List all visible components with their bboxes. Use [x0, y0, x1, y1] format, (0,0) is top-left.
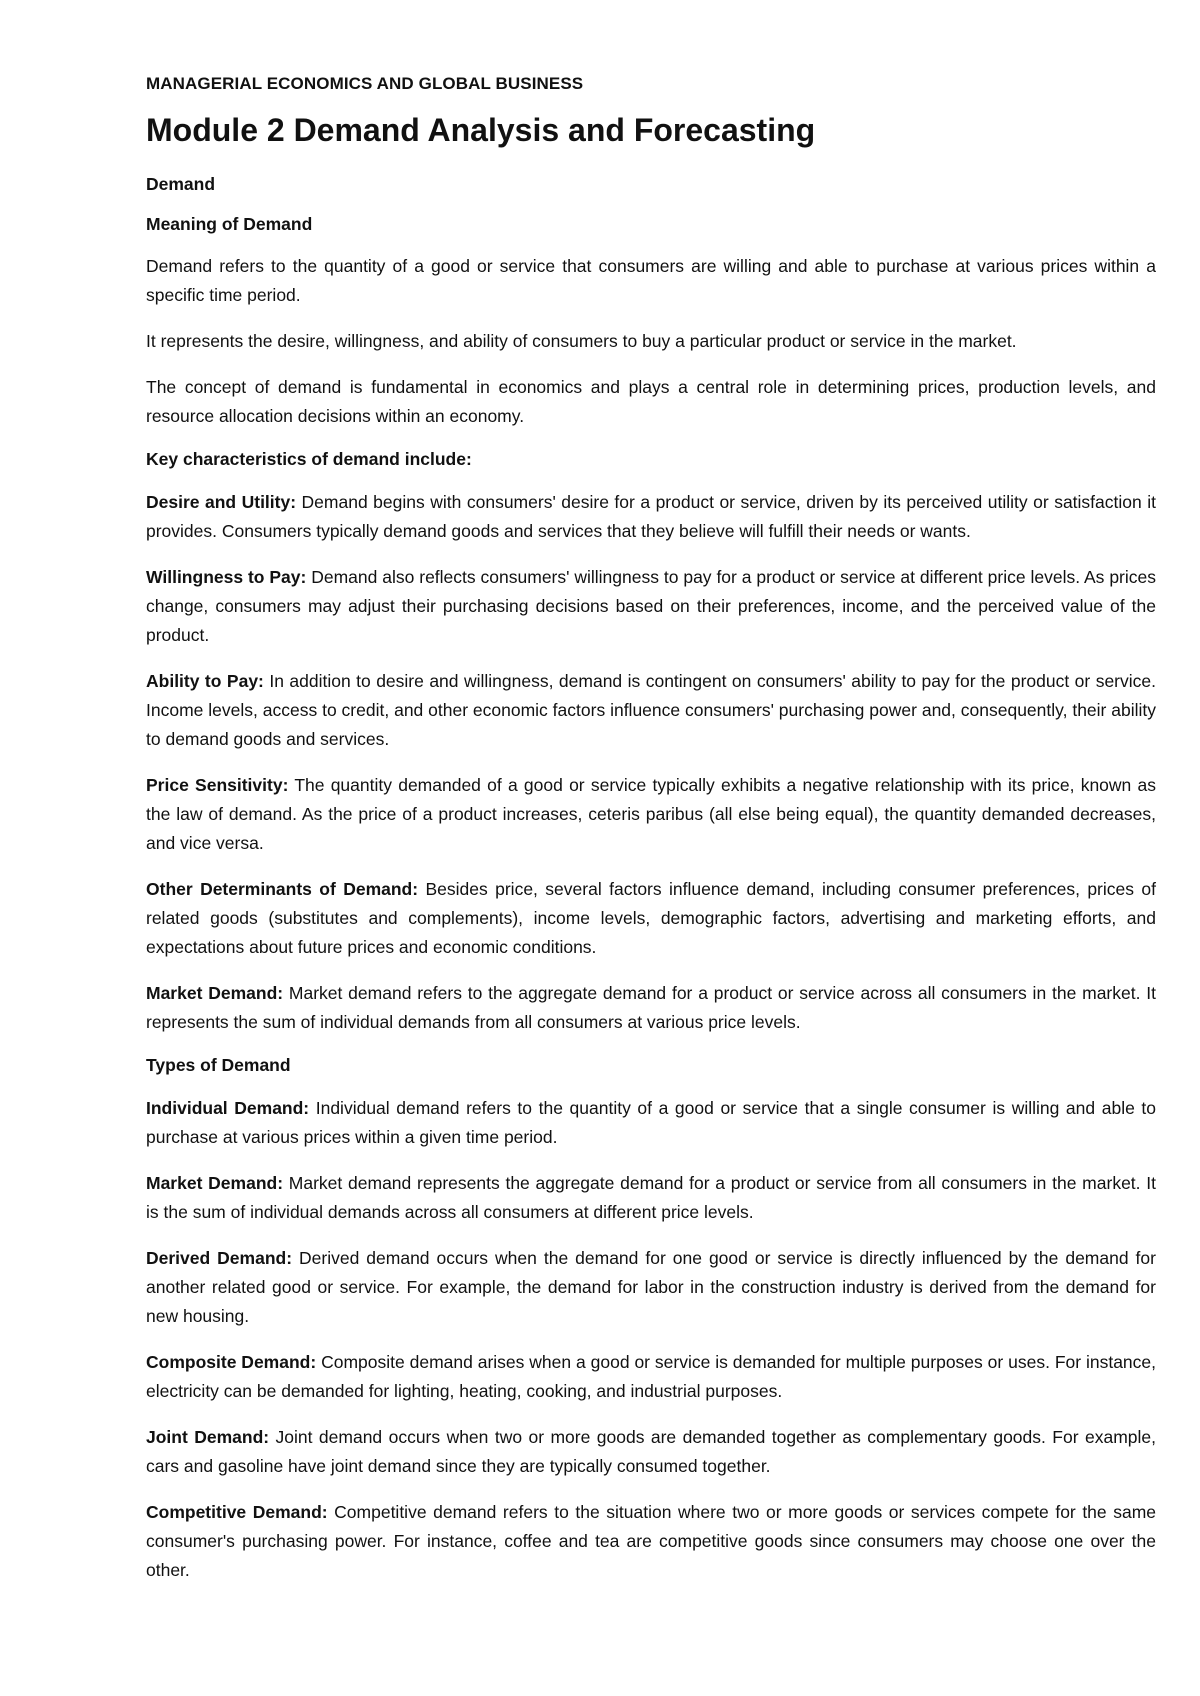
type-item — [146, 1244, 1156, 1331]
term-description: Individual demand refers to the quantity of a good or service that a single consumer is willing and able to purchase at various prices within a given time period. — [146, 1097, 1156, 1147]
characteristic-item — [146, 667, 1156, 754]
term-label: Price Sensitivity: — [146, 775, 289, 796]
type-item — [146, 1348, 1156, 1406]
term-label: Market Demand: — [146, 983, 284, 1004]
characteristic-item — [146, 875, 1156, 962]
term-label: Ability to Pay: — [146, 671, 264, 692]
term-label: Other Determinants of Demand: — [146, 879, 419, 900]
term-description: Demand begins with consumers' desire for a product or service, driven by its perceived utility or satisfaction it provides. Consumers typically demand goods and services that they believe will fulfill their needs or wants. — [146, 492, 1156, 542]
subheading-types: Types of Demand — [146, 1055, 291, 1076]
paragraph: Demand refers to the quantity of a good or service that consumers are willing and able to purchase at various prices within a specific time period. — [146, 256, 1156, 306]
term-description: Composite demand arises when a good or service is demanded for multiple purposes or uses. For instance, electricity can be demanded for lighting, heating, cooking, and industrial purposes. — [146, 1351, 1157, 1401]
section-heading-demand: Demand — [146, 173, 216, 194]
subheading-meaning: Meaning of Demand — [146, 213, 313, 234]
subheading-characteristics: Key characteristics of demand include: — [146, 449, 472, 470]
term-label: Derived Demand: — [146, 1247, 293, 1268]
term-description: Joint demand occurs when two or more goods are demanded together as complementary goods. For example, cars and gasoline have joint demand since they are typically consumed together. — [146, 1426, 1156, 1476]
characteristic-item — [146, 979, 1156, 1037]
page-title: Module 2 Demand Analysis and Forecasting — [146, 112, 816, 148]
term-label: Individual Demand: — [146, 1097, 310, 1118]
term-description: Besides price, several factors influence demand, including consumer preferences, prices of related goods (substitutes and complements), income levels, demographic factors, advertising and marketing efforts, and expectations about future prices and economic conditions. — [146, 879, 1156, 958]
term-description: Derived demand occurs when the demand for one good or service is directly influenced by the demand for another related good or service. For example, the demand for labor in the construction industry is derived from the demand for new housing. — [146, 1247, 1156, 1326]
characteristic-item — [146, 488, 1156, 546]
term-label: Joint Demand: — [146, 1426, 270, 1447]
term-description: Demand also reflects consumers' willingness to pay for a product or service at different price levels. As prices change, consumers may adjust their purchasing decisions based on their preferences, income, and the perceived value of the product. — [146, 567, 1156, 646]
term-description: In addition to desire and willingness, demand is contingent on consumers' ability to pay for the product or service. Income levels, access to credit, and other economic factors influence consumers' purchasing power and, consequently, their ability to demand goods and services. — [146, 671, 1156, 750]
term-label: Competitive Demand: — [146, 1501, 328, 1522]
running-head: MANAGERIAL ECONOMICS AND GLOBAL BUSINESS — [146, 74, 584, 93]
term-label: Composite Demand: — [146, 1351, 317, 1372]
paragraph: It represents the desire, willingness, and ability of consumers to buy a particular product or service in the market. — [146, 331, 1017, 352]
type-item — [146, 1423, 1156, 1481]
term-description: Market demand refers to the aggregate demand for a product or service across all consumers in the market. It represents the sum of individual demands from all consumers at various price levels. — [146, 983, 1156, 1033]
type-item — [146, 1498, 1156, 1585]
characteristic-item — [146, 771, 1156, 858]
paragraph: The concept of demand is fundamental in economics and plays a central role in determining prices, production levels, and resource allocation decisions within an economy. — [146, 377, 1156, 427]
type-item — [146, 1169, 1156, 1227]
term-label: Market Demand: — [146, 1172, 284, 1193]
term-description: Competitive demand refers to the situation where two or more goods or services compete for the same consumer's purchasing power. For instance, coffee and tea are competitive goods since consumers may choose one over the other. — [146, 1501, 1156, 1580]
term-description: The quantity demanded of a good or service typically exhibits a negative relationship with its price, known as the law of demand. As the price of a product increases, ceteris paribus (all else being equal), the quantity demanded decreases, and vice versa. — [146, 775, 1156, 854]
characteristic-item — [146, 563, 1156, 650]
type-item — [146, 1094, 1156, 1152]
term-label: Willingness to Pay: — [146, 567, 307, 588]
term-description: Market demand represents the aggregate demand for a product or service from all consumers in the market. It is the sum of individual demands across all consumers at different price levels. — [146, 1172, 1156, 1222]
term-label: Desire and Utility: — [146, 492, 297, 513]
